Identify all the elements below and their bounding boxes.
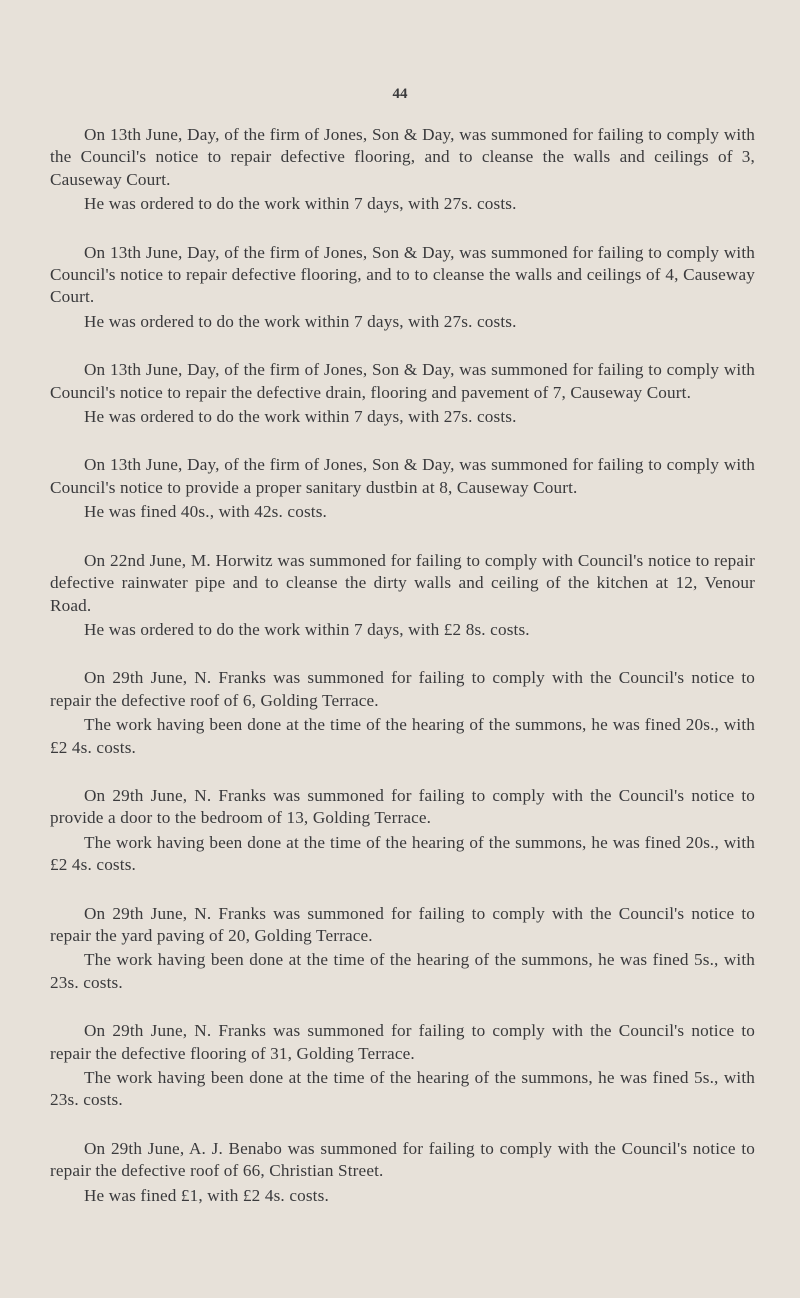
summons-entry [50,124,755,216]
summons-entry [50,785,755,877]
summons-outcome: The work having been done at the time of the hearing of the summons, he was fined 20s., with £2 4s. costs. [50,832,755,875]
summons-text: On 13th June, Day, of the firm of Jones, Son & Day, was summoned for failing to comply with the Council's notice to repair defective flooring, and to cleanse the walls and ceilings of 3, Causeway Court. [50,125,755,189]
summons-text: On 22nd June, M. Horwitz was summoned for failing to comply with Council's notice to repair defective rainwater pipe and to cleanse the dirty walls and ceiling of the kitchen at 12, Venour Road. [50,550,755,615]
summons-outcome: He was fined £1, with £2 4s. costs. [84,1185,329,1205]
page-number: 44 [392,86,408,102]
summons-outcome: He was ordered to do the work within 7 days, with 27s. costs. [84,311,517,331]
summons-entry [50,1020,755,1112]
summons-outcome: He was ordered to do the work within 7 days, with 27s. costs. [84,194,517,214]
summons-text: On 29th June, N. Franks was summoned for failing to comply with the Council's notice to repair the defective roof of 6, Golding Terrace. [50,668,755,710]
summons-entry [50,454,755,523]
summons-text: On 29th June, N. Franks was summoned for failing to comply with the Council's notice to repair the defective flooring of 31, Golding Terrace. [50,1021,755,1063]
summons-text: On 13th June, Day, of the firm of Jones, Son & Day, was summoned for failing to comply with Council's notice to provide a proper sanitary dustbin at 8, Causeway Court. [50,455,755,497]
summons-outcome: The work having been done at the time of the hearing of the summons, he was fined 5s., with 23s. costs. [50,1068,755,1110]
summons-outcome: He was ordered to do the work within 7 days, with £2 8s. costs. [84,619,530,639]
summons-text: On 29th June, A. J. Benabo was summoned for failing to comply with the Council's notice to repair the defective roof of 66, Christian Street. [50,1138,755,1181]
summons-text: On 13th June, Day, of the firm of Jones, Son & Day, was summoned for failing to comply with Council's notice to repair the defective drain, flooring and pavement of 7, Causeway Court. [50,360,755,402]
summons-entry [50,359,755,428]
summons-outcome: He was ordered to do the work within 7 days, with 27s. costs. [84,407,517,427]
summons-entry [50,667,755,759]
summons-entry [50,550,755,642]
summons-text: On 29th June, N. Franks was summoned for failing to comply with the Council's notice to repair the yard paving of 20, Golding Terrace. [50,903,755,945]
summons-outcome: The work having been done at the time of the hearing of the summons, he was fined 20s., with £2 4s. costs. [50,715,755,757]
summons-entry [50,242,755,334]
summons-outcome: He was fined 40s., with 42s. costs. [84,502,327,522]
summons-text: On 13th June, Day, of the firm of Jones, Son & Day, was summoned for failing to comply with Council's notice to repair defective flooring, and to to cleanse the walls and ceilings of 4, Causeway Court. [50,242,755,307]
summons-text: On 29th June, N. Franks was summoned for failing to comply with the Council's notice to provide a door to the bedroom of 13, Golding Terrace. [50,785,755,828]
summons-list [50,124,755,1233]
summons-entry [50,1138,755,1207]
summons-entry [50,903,755,995]
summons-outcome: The work having been done at the time of the hearing of the summons, he was fined 5s., with 23s. costs. [50,950,755,992]
